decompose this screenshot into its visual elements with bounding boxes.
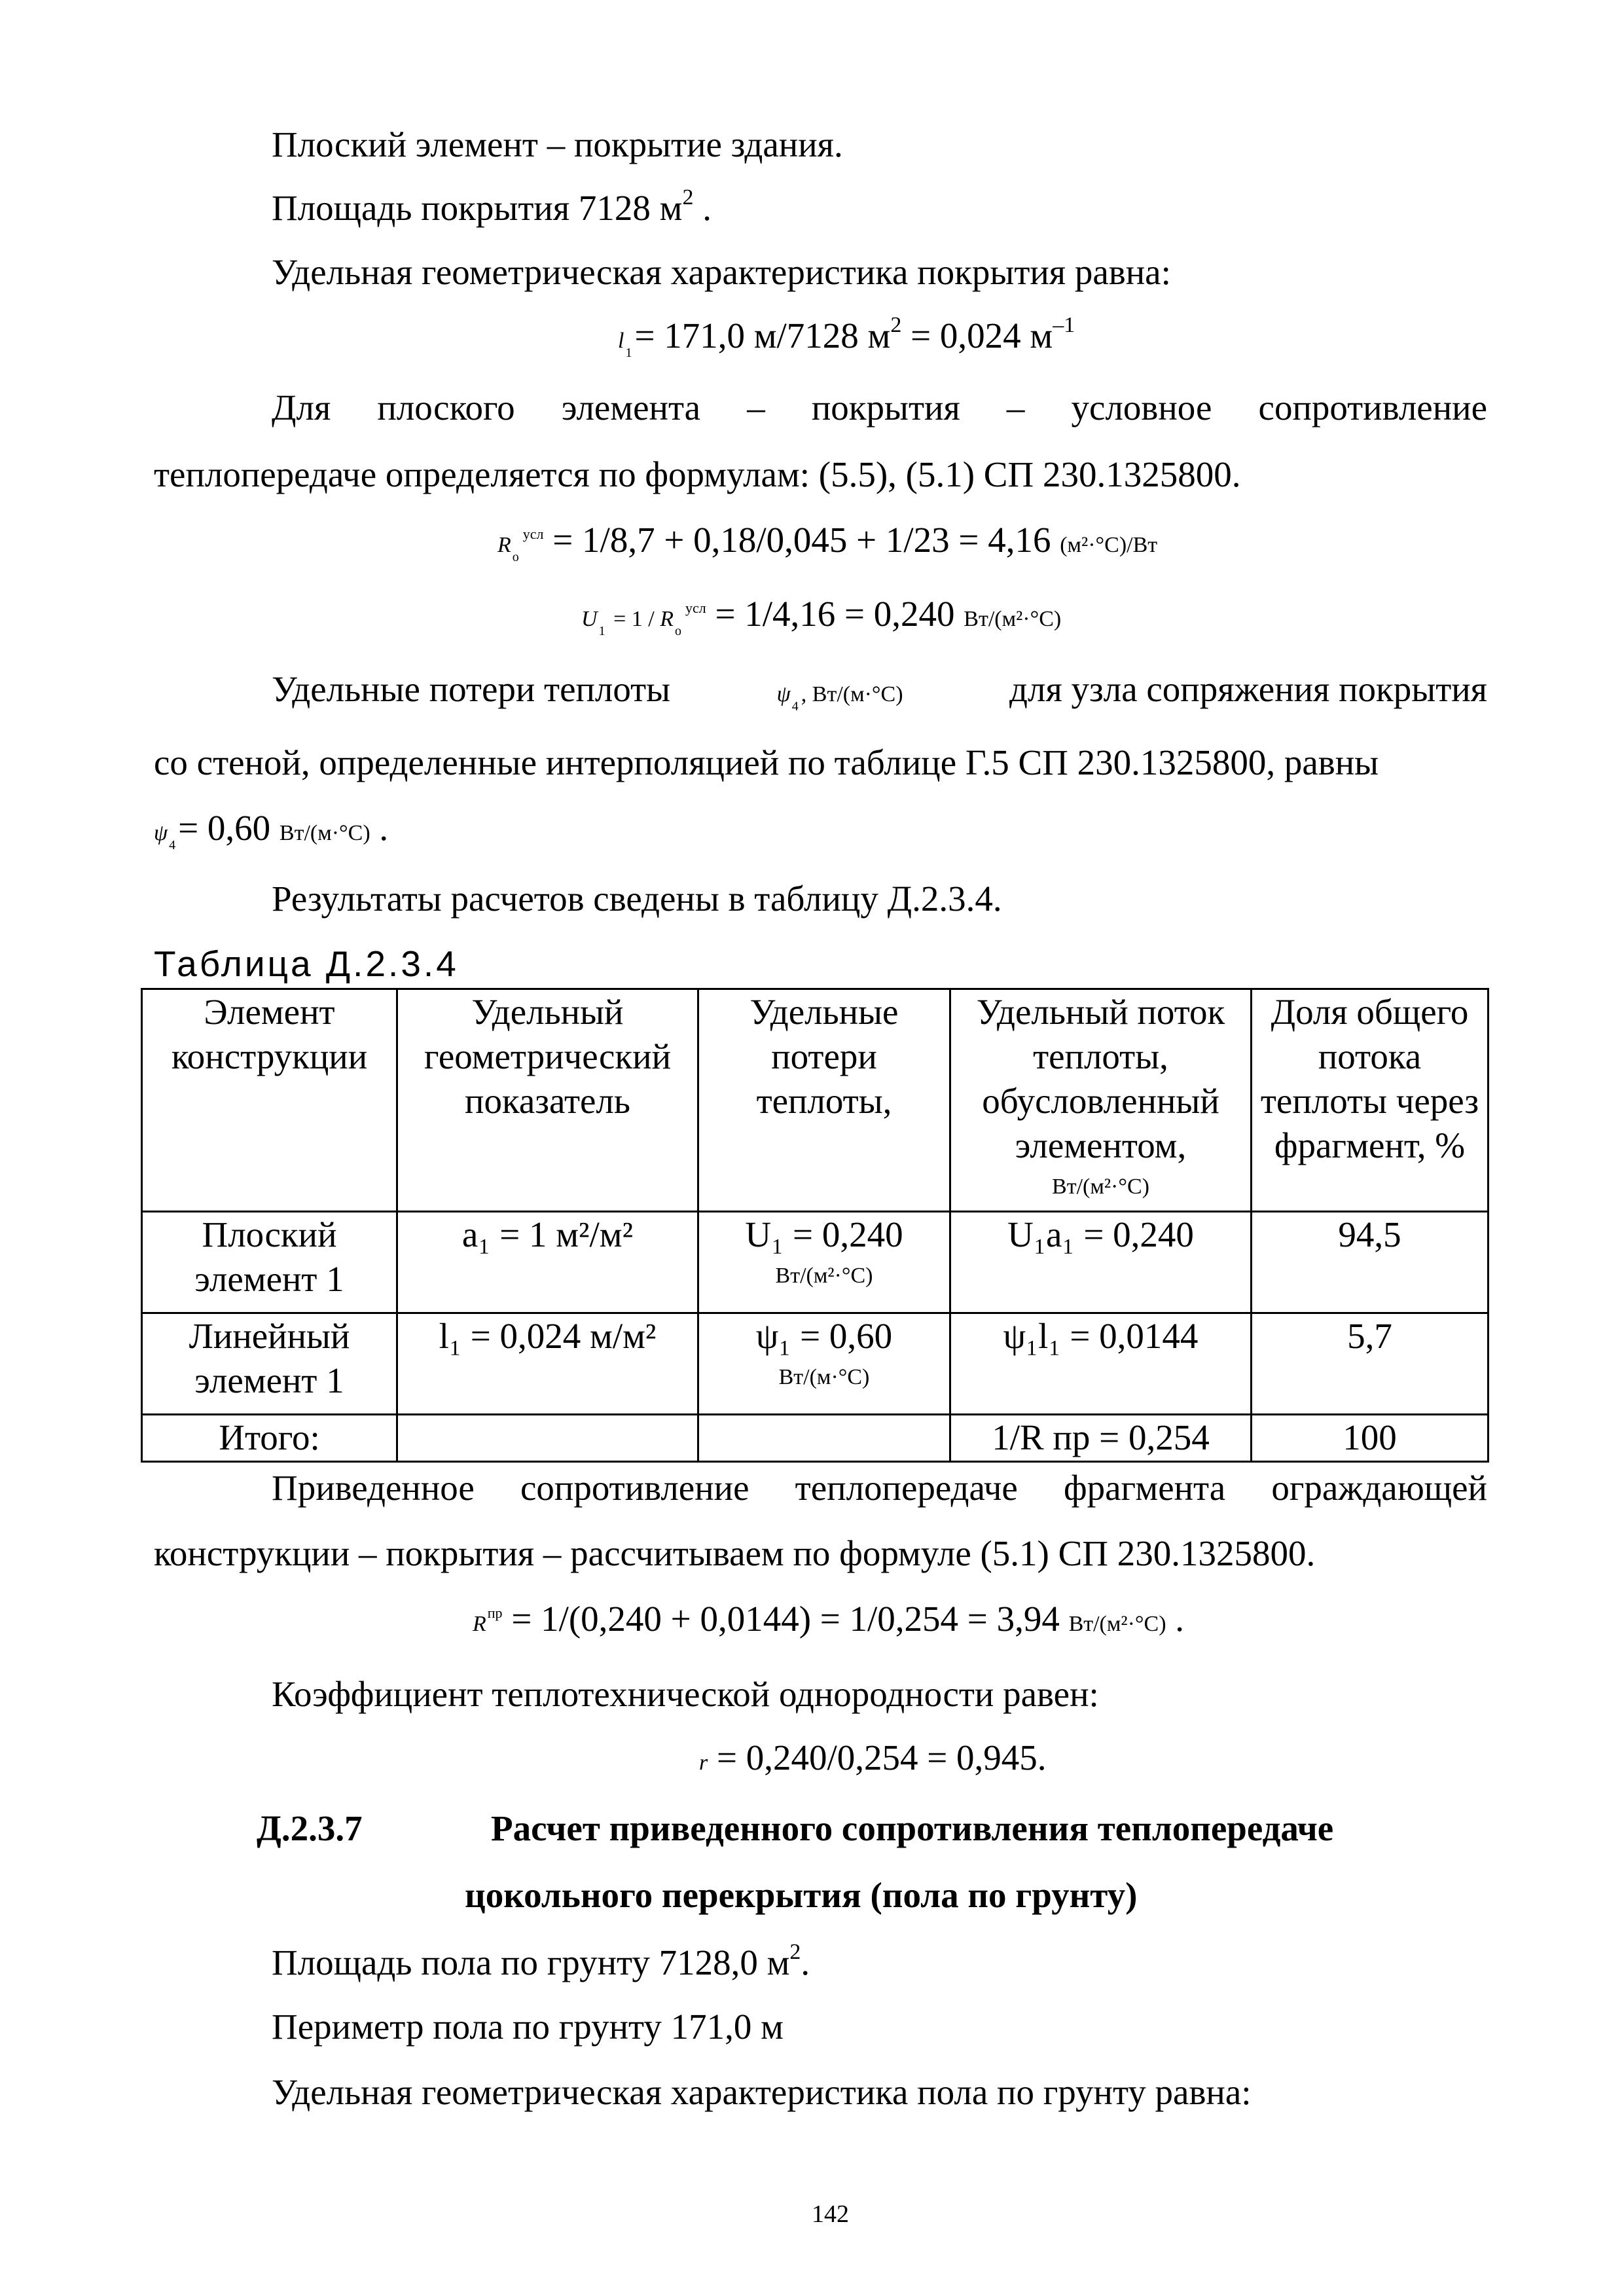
formula-u1-mid: = 1 / xyxy=(607,607,660,631)
section-number: Д.2.3.7 xyxy=(257,1808,363,1848)
heat-loss-symbol xyxy=(777,668,903,719)
formula-ro-symbol: R xyxy=(497,533,511,557)
formula-u1-symbol2: R xyxy=(660,607,674,631)
cell-flow: 1/R пр = 0,254 xyxy=(950,1415,1252,1462)
roof-area-text: Площадь покрытия 7128 м xyxy=(272,188,683,228)
formula-l1-symbol: l xyxy=(618,329,624,353)
formula-rpr-text: = 1/(0,240 + 0,0144) = 1/0,254 = 3,94 xyxy=(502,1599,1069,1639)
formula-r xyxy=(699,1736,1047,1785)
formula-l1 xyxy=(618,314,1075,365)
cell-element: Итого: xyxy=(142,1415,397,1462)
paragraph-results: Результаты расчетов сведены в таблицу Д.2.3.4. xyxy=(272,879,1002,919)
heat-loss-unit: , Вт/(м·°С) xyxy=(801,682,903,706)
cell-loss-unit: Вт/(м·°С) xyxy=(778,1365,870,1389)
paragraph-floor-geometric: Удельная геометрическая характеристика пола по грунту равна: xyxy=(272,2072,1252,2112)
cell-loss xyxy=(698,1313,950,1415)
section-title-line1: Расчет приведенного сопротивления теплопередаче xyxy=(491,1808,1334,1848)
formula-u1-sub2: o xyxy=(674,624,681,638)
table-row-total xyxy=(142,1415,1489,1462)
paragraph-roof-area xyxy=(272,187,712,235)
heat-loss-psi2: ψ xyxy=(154,821,168,845)
formula-u1-text: = 1/4,16 = 0,240 xyxy=(706,594,964,634)
heat-loss-psi: ψ xyxy=(776,682,791,706)
formula-u1-sub: 1 xyxy=(598,624,605,638)
header-loss: Удельные потери теплоты, xyxy=(698,989,950,1212)
paragraph-reduced-resistance-line1: Приведенное сопротивление теплопередаче фрагмента ограждающей xyxy=(272,1468,1487,1508)
table-row xyxy=(142,1212,1489,1313)
formula-l1-text: = 171,0 м/7128 м xyxy=(634,316,891,355)
paragraph-flat-element-line1: Для плоского элемента – покрытия – условное сопротивление xyxy=(272,388,1487,428)
page-number: 142 xyxy=(812,2200,849,2228)
formula-rpr-symbol: R xyxy=(473,1612,486,1636)
cell-loss-value: U₁ = 0,240 xyxy=(745,1214,903,1254)
paragraph-heat-loss-line3 xyxy=(154,807,388,858)
cell-flow: ψ₁l₁ = 0,0144 xyxy=(950,1313,1252,1415)
heat-loss-text-b: для узла сопряжения покрытия xyxy=(1009,669,1487,709)
paragraph-flat-element-line2: теплопередаче определяется по формулам: (5.5), (5.1) СП 230.1325800. xyxy=(154,454,1241,494)
paragraph-heat-loss-line2: со стеной, определенные интерполяцией по таблице Г.5 СП 230.1325800, равны xyxy=(154,742,1379,782)
heat-loss-psi-sub: 4 xyxy=(791,699,799,714)
paragraph-roof-element: Плоский элемент – покрытие здания. xyxy=(272,124,843,164)
cell-loss xyxy=(698,1415,950,1462)
heat-loss-unit2: Вт/(м·°С) xyxy=(279,821,370,845)
results-table xyxy=(141,988,1489,1463)
cell-geo: a₁ = 1 м²/м² xyxy=(397,1212,698,1313)
formula-l1-sub: 1 xyxy=(625,346,632,360)
table-caption: Таблица Д.2.3.4 xyxy=(154,943,459,984)
heat-loss-psi2-sub: 4 xyxy=(169,838,176,852)
cell-element: Плоский элемент 1 xyxy=(142,1212,397,1313)
formula-u1 xyxy=(581,592,1061,644)
paragraph-uniformity: Коэффициент теплотехнической однородности равен: xyxy=(272,1674,1099,1714)
formula-u1-unit: Вт/(м²·°С) xyxy=(964,607,1062,631)
heat-loss-end: . xyxy=(370,808,389,848)
floor-area-text: Площадь пола по грунту 7128,0 м xyxy=(272,1942,790,1982)
table-row xyxy=(142,1313,1489,1415)
table-header-row xyxy=(142,989,1489,1212)
formula-u1-sup2: усл xyxy=(685,600,706,616)
roof-area-sup: 2 xyxy=(682,185,694,210)
heat-loss-text-a: Удельные потери теплоты xyxy=(272,669,671,709)
heat-loss-value: = 0,60 xyxy=(178,808,280,848)
header-element: Элемент конструкции xyxy=(142,989,397,1212)
formula-l1-sup: 2 xyxy=(890,313,902,337)
formula-ro-unit: (м²·°С)/Вт xyxy=(1060,533,1158,557)
header-flow-unit: Вт/(м²·°С) xyxy=(1052,1175,1149,1199)
formula-ro-sub: o xyxy=(512,550,519,564)
cell-share: 5,7 xyxy=(1252,1313,1489,1415)
formula-ro-usl xyxy=(497,519,1157,570)
formula-l1-text2: = 0,024 м xyxy=(901,316,1053,355)
formula-rpr-unit: Вт/(м²·°С) xyxy=(1068,1612,1166,1636)
cell-geo: l₁ = 0,024 м/м² xyxy=(397,1313,698,1415)
cell-element: Линейный элемент 1 xyxy=(142,1313,397,1415)
paragraph-geometric-char: Удельная геометрическая характеристика покрытия равна: xyxy=(272,252,1171,292)
formula-ro-sup: усл xyxy=(522,526,544,542)
section-title-line2: цокольного перекрытия (пола по грунту) xyxy=(465,1875,1138,1915)
formula-ro-text: = 1/8,7 + 0,18/0,045 + 1/23 = 4,16 xyxy=(543,520,1060,560)
floor-area-sup: 2 xyxy=(789,1940,801,1964)
formula-rpr-sup: пр xyxy=(487,1605,503,1621)
paragraph-reduced-resistance-line2: конструкции – покрытия – рассчитываем по формуле (5.1) СП 230.1325800. xyxy=(154,1533,1316,1573)
formula-u1-symbol: U xyxy=(581,607,598,631)
formula-l1-sup2: –1 xyxy=(1053,313,1075,337)
cell-loss-unit: Вт/(м²·°С) xyxy=(775,1264,873,1288)
paragraph-heat-loss-line1 xyxy=(272,668,1487,719)
cell-share: 100 xyxy=(1252,1415,1489,1462)
paragraph-floor-area xyxy=(272,1941,810,1990)
roof-area-end: . xyxy=(693,188,712,228)
cell-loss-value: ψ₁ = 0,60 xyxy=(755,1316,893,1356)
header-flow-text: Удельный поток теплоты, обусловленный элементом, xyxy=(976,992,1225,1165)
paragraph-floor-perimeter: Периметр пола по грунту 171,0 м xyxy=(272,2007,784,2047)
floor-area-end: . xyxy=(801,1942,810,1982)
cell-geo xyxy=(397,1415,698,1462)
cell-flow: U₁a₁ = 0,240 xyxy=(950,1212,1252,1313)
formula-rpr-end: . xyxy=(1166,1599,1185,1639)
header-flow xyxy=(950,989,1252,1212)
cell-loss xyxy=(698,1212,950,1313)
header-geometric: Удельный геометрический показатель xyxy=(397,989,698,1212)
header-share: Доля общего потока теплоты через фрагмент, % xyxy=(1252,989,1489,1212)
formula-r-symbol: r xyxy=(699,1751,708,1775)
formula-rpr xyxy=(473,1597,1184,1648)
formula-r-text: = 0,240/0,254 = 0,945. xyxy=(708,1738,1047,1777)
cell-share: 94,5 xyxy=(1252,1212,1489,1313)
